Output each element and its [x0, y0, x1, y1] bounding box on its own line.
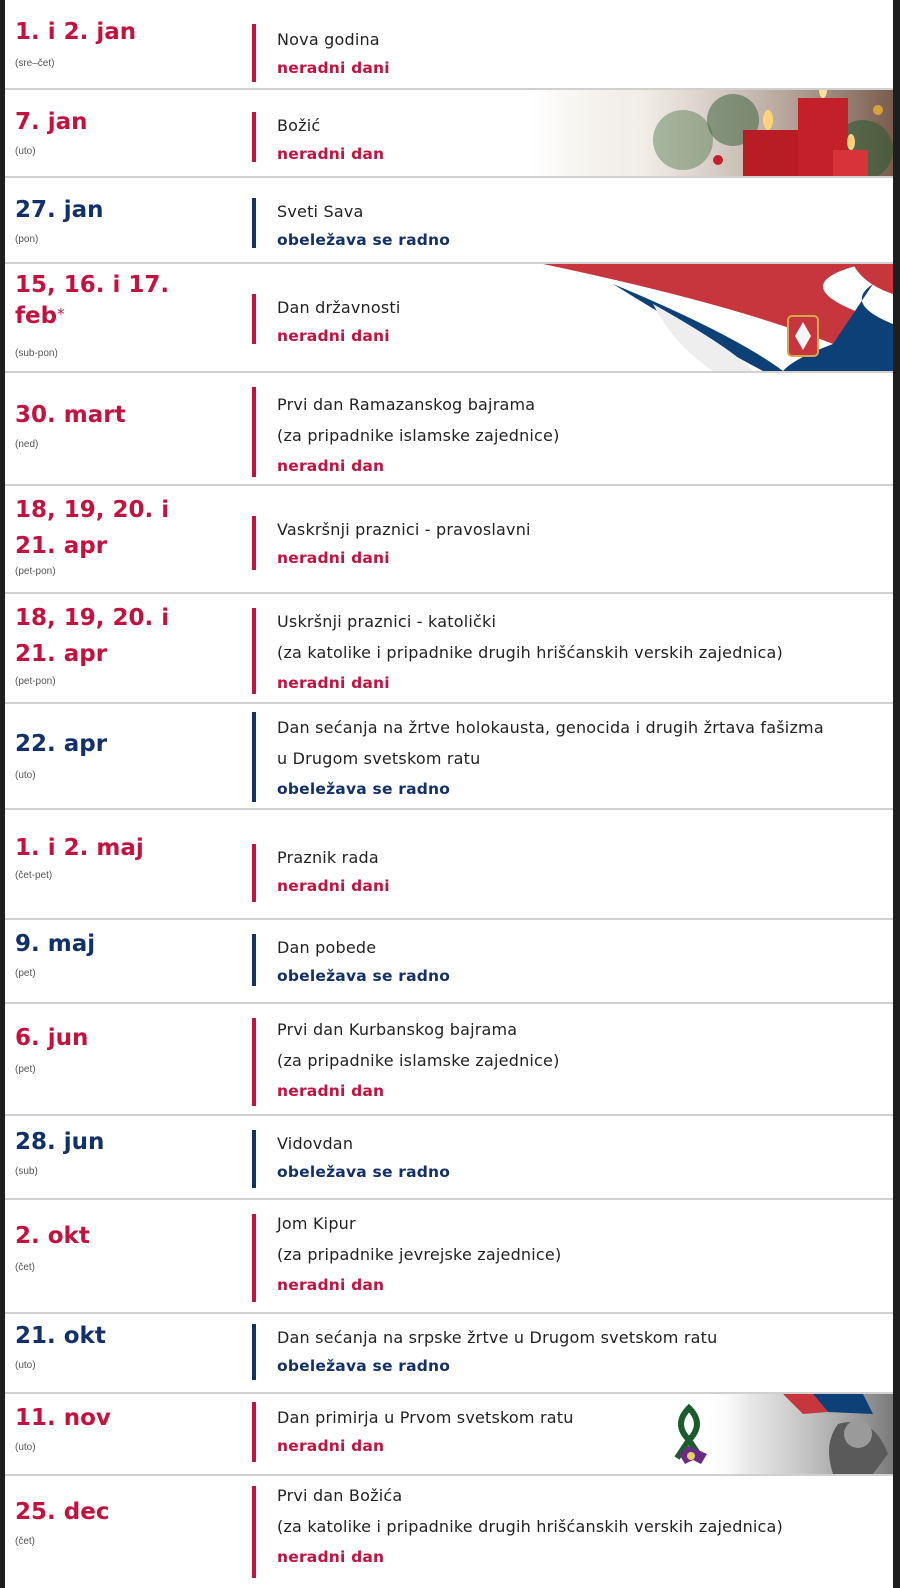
holiday-status: neradni dani: [277, 877, 390, 895]
holiday-row: [5, 1116, 893, 1200]
holiday-weekday: (uto): [15, 770, 36, 781]
holiday-calendar: [5, 0, 893, 1588]
holiday-divider: [252, 1130, 256, 1188]
holiday-divider: [252, 198, 256, 248]
holiday-date: 30. mart: [15, 402, 126, 428]
holiday-description: Dan primirja u Prvom svetskom ratu neradni dan: [277, 1404, 893, 1460]
holiday-date: 18, 19, 20. i 21. apr: [15, 497, 170, 559]
holiday-row: [5, 1004, 893, 1116]
holiday-weekday: (pet): [15, 1064, 36, 1075]
holiday-date: 6. jun: [15, 1025, 89, 1051]
holiday-row: [5, 90, 893, 178]
holiday-date: 21. okt: [15, 1323, 106, 1349]
holiday-status: obeležava se radno: [277, 1163, 451, 1181]
holiday-weekday: (čet): [15, 1536, 35, 1547]
holiday-row: [5, 594, 893, 704]
holiday-description: Dan državnosti neradni dani: [277, 294, 893, 350]
holiday-weekday: (čet-pet): [15, 870, 53, 881]
holiday-divider: [252, 294, 256, 344]
holiday-date: 22. apr: [15, 731, 108, 757]
holiday-status: obeležava se radno: [277, 1357, 451, 1375]
holiday-status: neradni dan: [277, 145, 385, 163]
holiday-row: [5, 0, 893, 90]
holiday-divider: [252, 1324, 256, 1380]
holiday-description: Prvi dan Kurbanskog bajrama (za pripadnike islamske zajednice) neradni dan: [277, 1014, 893, 1107]
holiday-description: Uskršnji praznici - katolički (za katolike i pripadnike drugih hrišćanskih verskih zajednica) neradni dani: [277, 606, 893, 699]
holiday-weekday: (uto): [15, 1442, 36, 1453]
holiday-divider: [252, 1018, 256, 1106]
holiday-description: Dan pobede obeležava se radno: [277, 934, 893, 990]
holiday-description: Jom Kipur (za pripadnike jevrejske zajednice) neradni dan: [277, 1208, 893, 1301]
holiday-weekday: (pet-pon): [15, 566, 56, 577]
holiday-description: Vaskršnji praznici - pravoslavni neradni dani: [277, 516, 893, 572]
holiday-weekday: (sub): [15, 1166, 38, 1177]
holiday-row: [5, 1314, 893, 1394]
holiday-divider: [252, 112, 256, 162]
holiday-description: Prvi dan Božića (za katolike i pripadnike drugih hrišćanskih verskih zajednica) neradni dan: [277, 1480, 893, 1573]
holiday-weekday: (ned): [15, 439, 39, 450]
holiday-weekday: (pet): [15, 968, 36, 979]
holiday-divider: [252, 844, 256, 902]
holiday-weekday: (sre–čet): [15, 58, 55, 69]
holiday-date: 9. maj: [15, 931, 96, 957]
holiday-row: [5, 1476, 893, 1588]
holiday-date: 28. jun: [15, 1129, 105, 1155]
holiday-date: 25. dec: [15, 1499, 110, 1525]
holiday-row: [5, 1200, 893, 1314]
holiday-description: Vidovdan obeležava se radno: [277, 1130, 893, 1186]
holiday-description: Dan sećanja na žrtve holokausta, genocida i drugih žrtava fašizma u Drugom svetskom ratu obeležava se radno: [277, 712, 893, 805]
holiday-row: [5, 920, 893, 1004]
holiday-divider: [252, 1486, 256, 1578]
holiday-description: Praznik rada neradni dani: [277, 844, 893, 900]
holiday-row: [5, 1394, 893, 1476]
holiday-row: [5, 373, 893, 486]
holiday-status: obeležava se radno: [277, 967, 451, 985]
holiday-divider: [252, 24, 256, 82]
holiday-date: 1. i 2. maj: [15, 835, 144, 861]
holiday-weekday: (uto): [15, 1360, 36, 1371]
holiday-status: neradni dani: [277, 674, 390, 692]
holiday-status: neradni dani: [277, 327, 390, 345]
holiday-row: [5, 178, 893, 264]
holiday-weekday: (uto): [15, 146, 36, 157]
holiday-description: Dan sećanja na srpske žrtve u Drugom svetskom ratu obeležava se radno: [277, 1324, 893, 1380]
holiday-date: 7. jan: [15, 109, 88, 135]
holiday-date: 15, 16. i 17. feb*: [15, 272, 170, 329]
holiday-status: neradni dan: [277, 1082, 385, 1100]
holiday-row: [5, 810, 893, 920]
holiday-divider: [252, 387, 256, 477]
holiday-weekday: (čet): [15, 1262, 35, 1273]
holiday-weekday: (pon): [15, 234, 39, 245]
holiday-weekday: (pet-pon): [15, 676, 56, 687]
holiday-status: neradni dan: [277, 1548, 385, 1566]
holiday-status: obeležava se radno: [277, 780, 451, 798]
holiday-weekday: (sub-pon): [15, 348, 58, 359]
holiday-status: neradni dan: [277, 457, 385, 475]
holiday-divider: [252, 1402, 256, 1462]
holiday-date: 1. i 2. jan: [15, 19, 137, 45]
holiday-divider: [252, 516, 256, 570]
holiday-row: [5, 264, 893, 373]
holiday-row: [5, 486, 893, 594]
holiday-row: [5, 704, 893, 810]
holiday-status: neradni dani: [277, 59, 390, 77]
holiday-description: Nova godina neradni dani: [277, 26, 893, 82]
holiday-status: neradni dani: [277, 549, 390, 567]
holiday-date: 11. nov: [15, 1405, 111, 1431]
holiday-description: Božić neradni dan: [277, 112, 893, 168]
holiday-divider: [252, 1214, 256, 1302]
holiday-description: Prvi dan Ramazanskog bajrama (za pripadnike islamske zajednice) neradni dan: [277, 389, 893, 482]
holiday-status: neradni dan: [277, 1437, 385, 1455]
holiday-date: 18, 19, 20. i 21. apr: [15, 605, 170, 667]
footnote-marker: *: [57, 305, 65, 323]
holiday-date: 2. okt: [15, 1223, 90, 1249]
holiday-divider: [252, 934, 256, 986]
holiday-divider: [252, 712, 256, 802]
holiday-description: Sveti Sava obeležava se radno: [277, 198, 893, 254]
holiday-status: neradni dan: [277, 1276, 385, 1294]
holiday-date: 27. jan: [15, 197, 104, 223]
holiday-status: obeležava se radno: [277, 231, 451, 249]
holiday-divider: [252, 608, 256, 694]
